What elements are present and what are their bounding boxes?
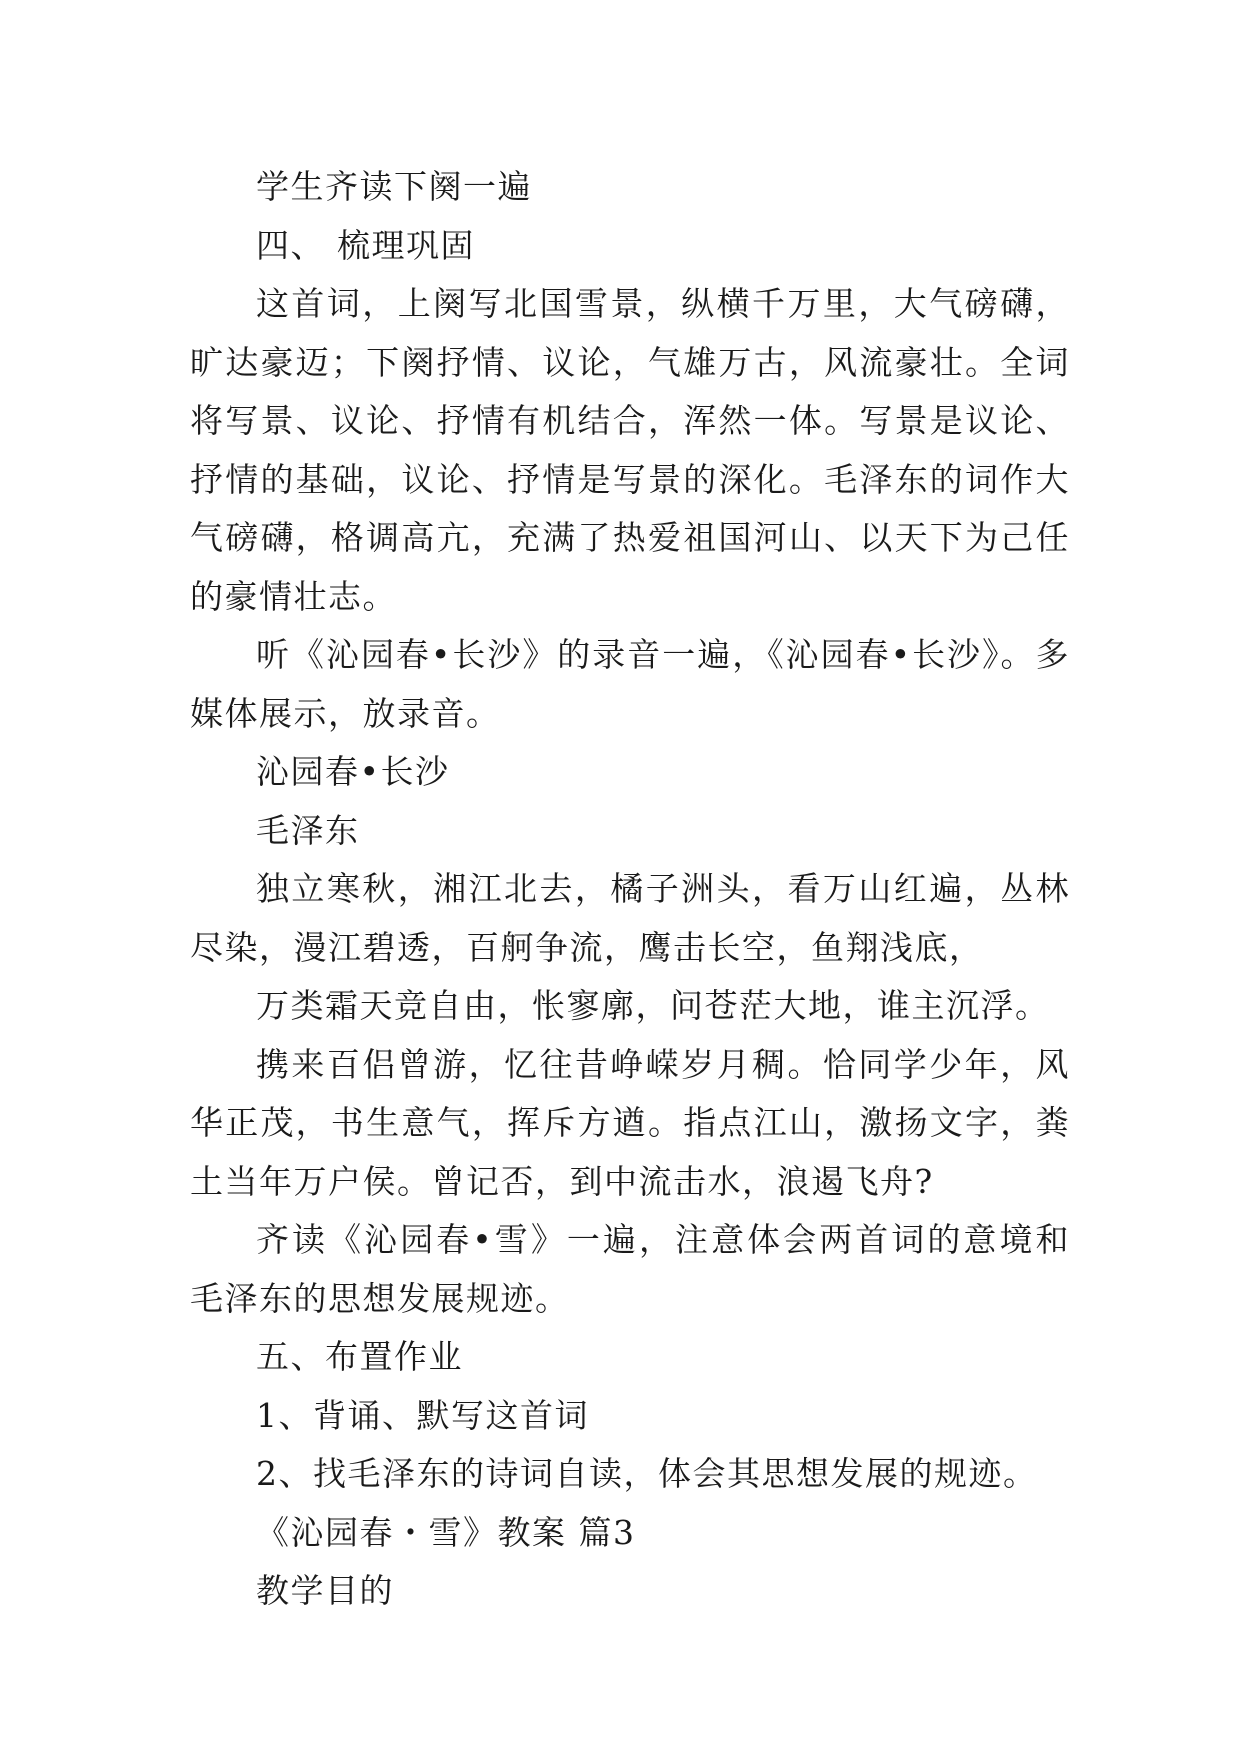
poem-stanza-2: 万类霜天竞自由，怅寥廓，问苍茫大地，谁主沉浮。	[256, 986, 1050, 1025]
poem-title: 沁园春•长沙	[256, 752, 450, 791]
section-heading-review: 四、 梳理巩固	[256, 225, 475, 265]
document-body	[190, 158, 1070, 1621]
paragraph-summary: 这首词，上阕写北国雪景，纵横千万里，大气磅礴，旷达豪迈；下阕抒情、议论，气雄万古，风流豪壮。全词将写景、议论、抒情有机结合，浑然一体。写景是议论、抒情的基础，议论、抒情是写景的深化。毛泽东的词作大气磅礴，格调高亢，充满了热爱祖国河山、以天下为己任的豪情壮志。	[190, 284, 1070, 616]
homework-item-2: 2、找毛泽东的诗词自读，体会其思想发展的规迹。	[256, 1454, 1038, 1493]
paragraph-listen-recording: 听《沁园春•长沙》的录音一遍，《沁园春•长沙》。多媒体展示，放录音。	[190, 635, 1070, 733]
homework-item-1: 1、背诵、默写这首词	[256, 1395, 589, 1435]
paragraph-read-together: 齐读《沁园春•雪》一遍，注意体会两首词的意境和毛泽东的思想发展规迹。	[190, 1220, 1070, 1318]
section-heading-homework: 五、布置作业	[256, 1337, 463, 1376]
poem-stanza-3: 携来百侣曾游，忆往昔峥嵘岁月稠。恰同学少年，风华正茂，书生意气，挥斥方遒。指点江山，激扬文字，粪土当年万户侯。曾记否，到中流击水，浪遏飞舟?	[190, 1044, 1070, 1201]
paragraph-student-reading: 学生齐读下阕一遍	[256, 167, 532, 206]
poem-author: 毛泽东	[256, 810, 360, 850]
section-heading-teaching-goals: 教学目的	[256, 1571, 394, 1610]
poem-stanza-1: 独立寒秋，湘江北去，橘子洲头，看万山红遍，丛林尽染，漫江碧透，百舸争流，鹰击长空，鱼翔浅底，	[190, 869, 1070, 967]
lesson-plan-title: 《沁园春・雪》教案 篇3	[256, 1512, 636, 1552]
